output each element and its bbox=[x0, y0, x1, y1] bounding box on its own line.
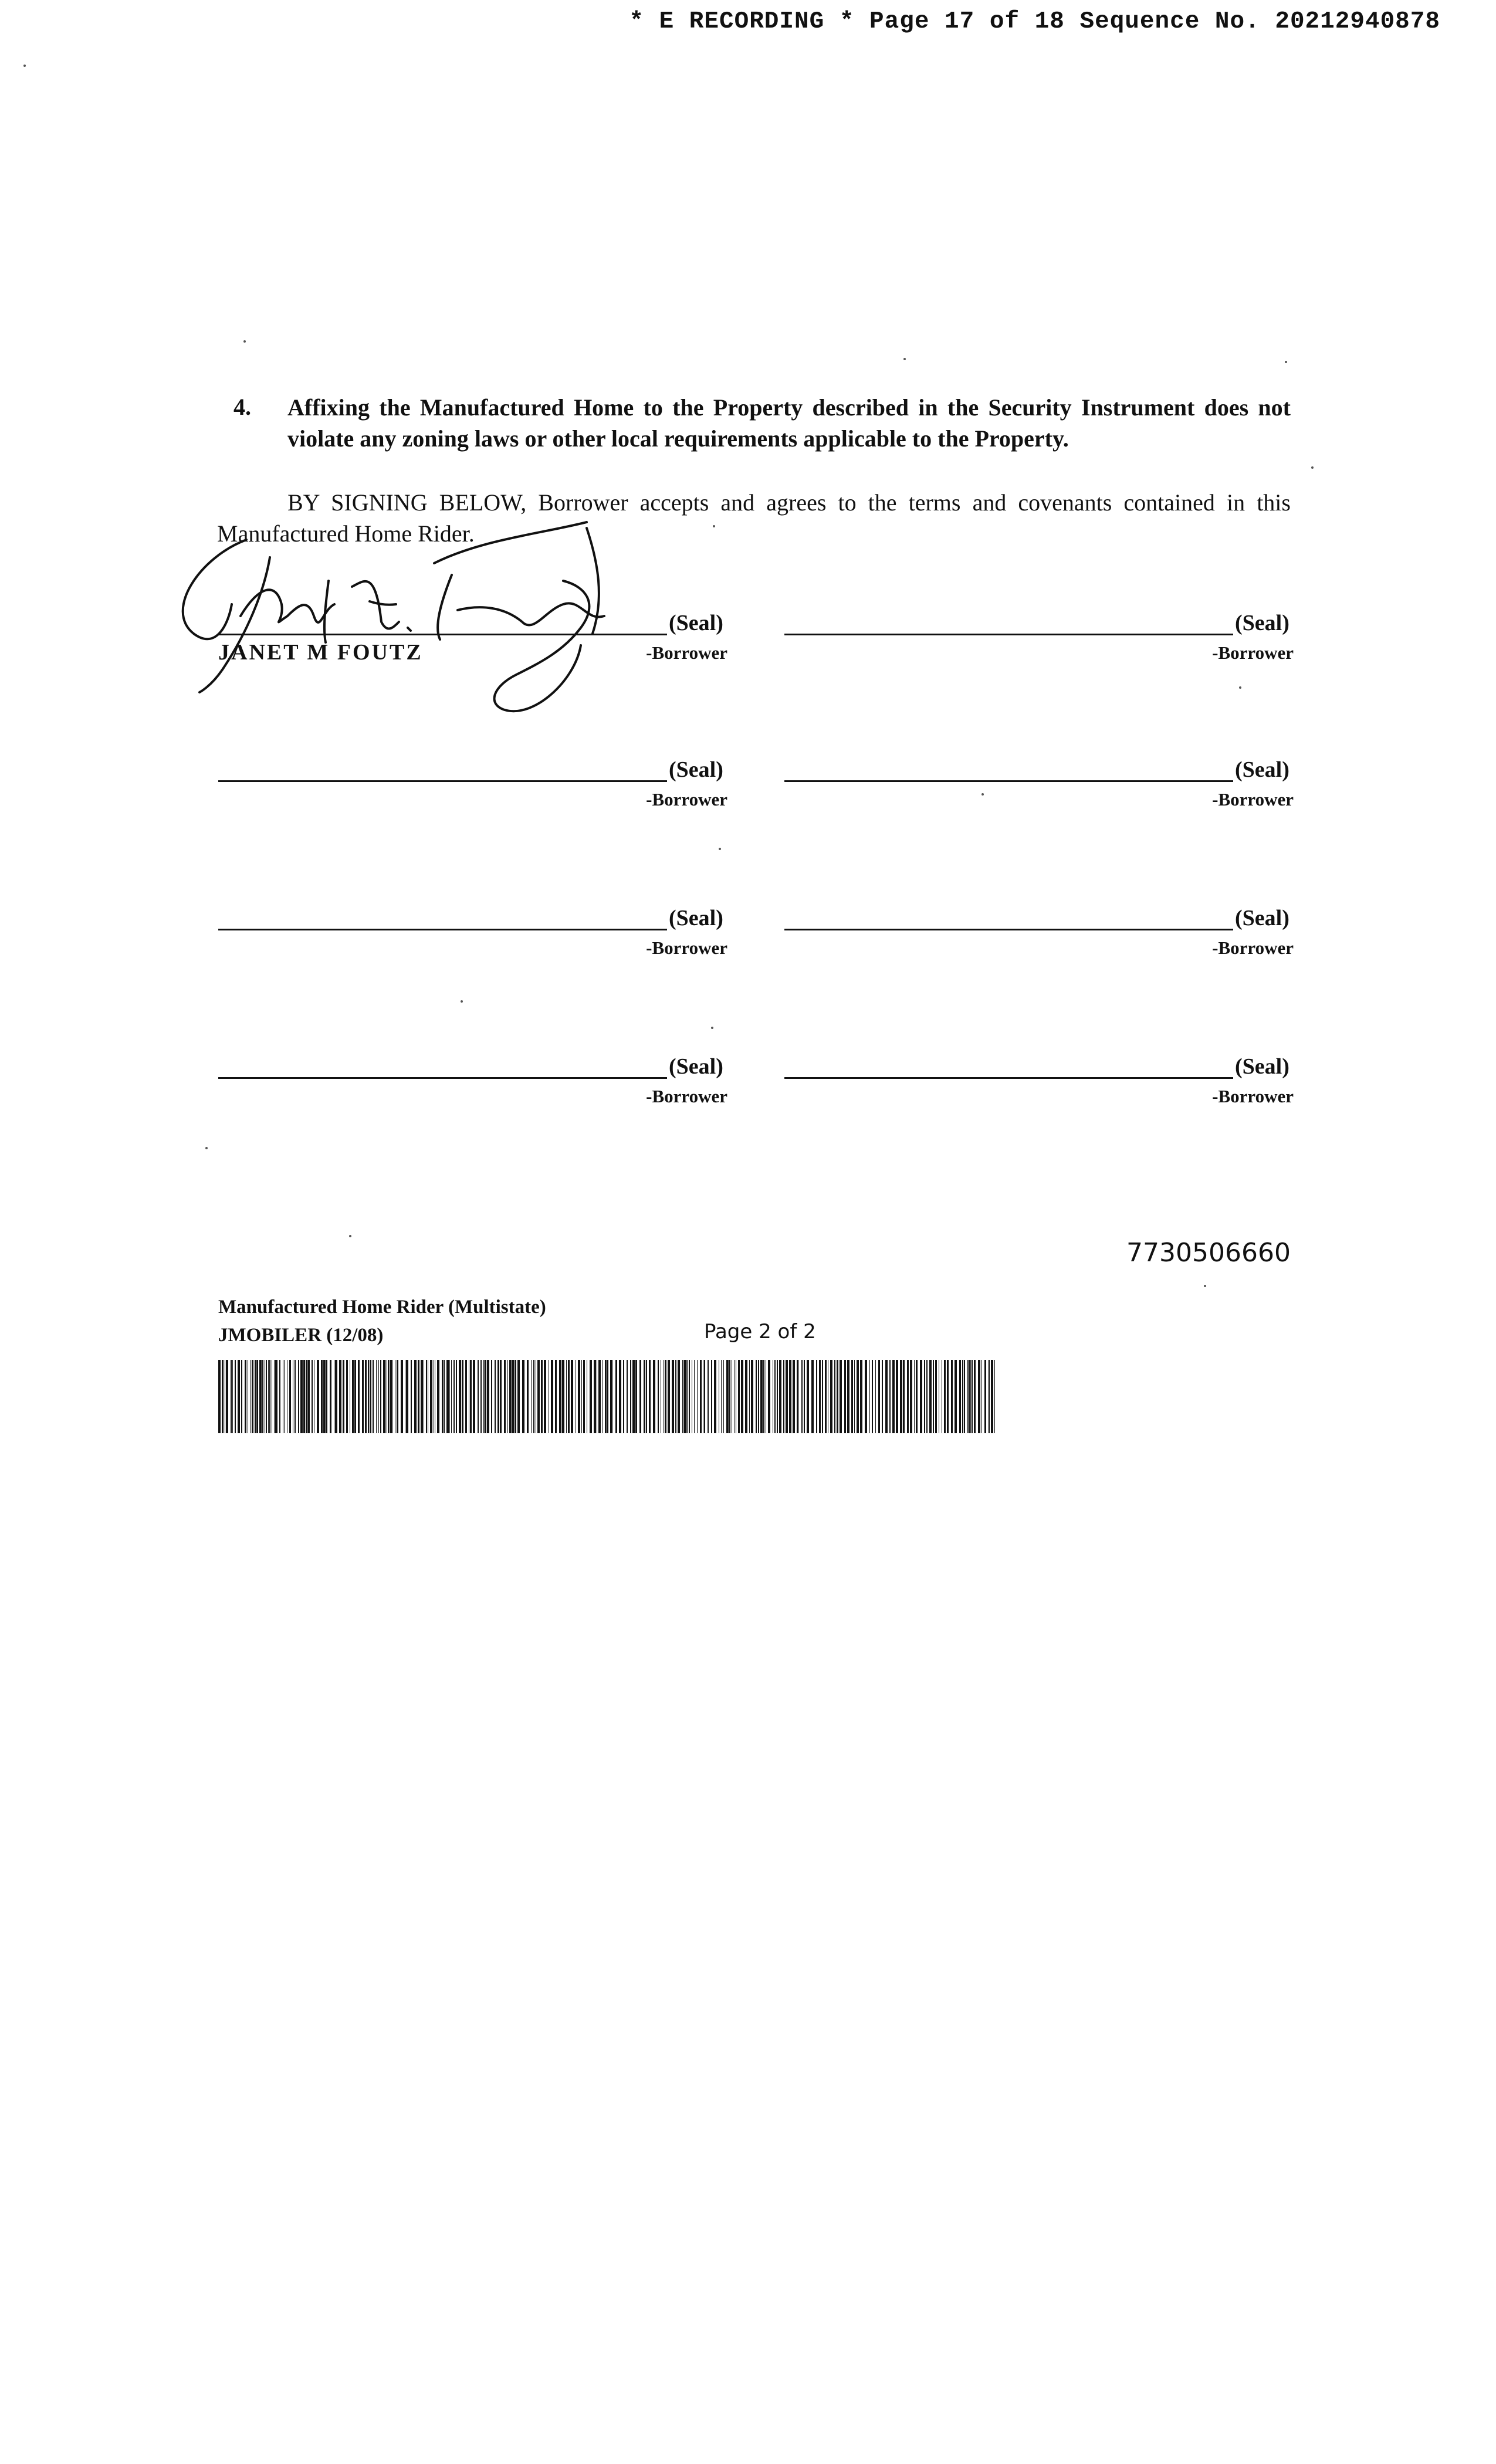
barcode-bar bbox=[480, 1360, 482, 1433]
barcode-bar bbox=[430, 1360, 432, 1433]
barcode-bar bbox=[544, 1360, 546, 1433]
barcode-bar bbox=[456, 1360, 457, 1433]
barcode-bar bbox=[991, 1360, 993, 1433]
barcode-bar bbox=[421, 1360, 423, 1433]
barcode-bar bbox=[306, 1360, 307, 1433]
barcode-bar bbox=[914, 1360, 915, 1433]
barcode-bar bbox=[269, 1360, 270, 1433]
barcode-bar bbox=[551, 1360, 553, 1433]
scan-speck bbox=[243, 340, 246, 343]
barcode-bar bbox=[798, 1360, 799, 1433]
barcode-bar bbox=[910, 1360, 912, 1433]
barcode-bar bbox=[857, 1360, 859, 1433]
barcode-bar bbox=[470, 1360, 472, 1433]
barcode-bar bbox=[865, 1360, 867, 1433]
barcode-bar bbox=[451, 1360, 452, 1433]
barcode-bar bbox=[882, 1360, 883, 1433]
borrower-label: -Borrower bbox=[646, 642, 727, 663]
barcode-bar bbox=[512, 1360, 515, 1433]
barcode-bar bbox=[284, 1360, 285, 1433]
barcode-bar bbox=[711, 1360, 712, 1433]
barcode-bar bbox=[385, 1360, 386, 1433]
barcode-bar bbox=[665, 1360, 666, 1433]
barcode-bar bbox=[970, 1360, 972, 1433]
barcode-bar bbox=[974, 1360, 976, 1433]
barcode-bar bbox=[768, 1360, 770, 1433]
scan-speck bbox=[713, 525, 715, 527]
signature-line[interactable] bbox=[784, 634, 1233, 635]
barcode-bar bbox=[745, 1360, 747, 1433]
barcode-bar bbox=[830, 1360, 832, 1433]
barcode-bar bbox=[672, 1360, 674, 1433]
barcode-bar bbox=[969, 1360, 970, 1433]
barcode-bar bbox=[259, 1360, 262, 1433]
barcode-bar bbox=[889, 1360, 891, 1433]
barcode-bar bbox=[459, 1360, 461, 1433]
barcode-bar bbox=[694, 1360, 695, 1433]
barcode-bar bbox=[714, 1360, 716, 1433]
barcode-bar bbox=[598, 1360, 601, 1433]
barcode-bar bbox=[504, 1360, 506, 1433]
barcode-bar bbox=[446, 1360, 449, 1433]
barcode-bar bbox=[414, 1360, 417, 1433]
barcode-bar bbox=[851, 1360, 853, 1433]
barcode-bar bbox=[373, 1360, 374, 1433]
borrower-label: -Borrower bbox=[1212, 937, 1294, 958]
barcode-bar bbox=[825, 1360, 827, 1433]
signature-line[interactable] bbox=[784, 929, 1233, 930]
barcode-bar bbox=[984, 1360, 986, 1433]
barcode-bar bbox=[531, 1360, 532, 1433]
barcode-bar bbox=[255, 1360, 256, 1433]
scan-speck bbox=[23, 65, 26, 67]
barcode-bar bbox=[602, 1360, 603, 1433]
barcode-bar bbox=[437, 1360, 439, 1433]
barcode-bar bbox=[924, 1360, 925, 1433]
barcode-bar bbox=[903, 1360, 905, 1433]
recording-header: * E RECORDING * Page 17 of 18 Sequence No. 20212940878 bbox=[629, 8, 1440, 35]
barcode-bar bbox=[811, 1360, 814, 1433]
barcode-bar bbox=[619, 1360, 621, 1433]
barcode-bar bbox=[632, 1360, 635, 1433]
barcode-bar bbox=[509, 1360, 512, 1433]
scan-speck bbox=[1204, 1285, 1206, 1287]
barcode-bar bbox=[300, 1360, 303, 1433]
form-code: JMOBILER (12/08) bbox=[218, 1325, 384, 1346]
scan-speck bbox=[461, 1000, 463, 1003]
barcode-bar bbox=[444, 1360, 445, 1433]
barcode-bar bbox=[758, 1360, 759, 1433]
borrower-label: -Borrower bbox=[646, 789, 727, 810]
barcode-bar bbox=[485, 1360, 486, 1433]
barcode-bar bbox=[298, 1360, 299, 1433]
barcode-bar bbox=[581, 1360, 582, 1433]
barcode-bar bbox=[967, 1360, 969, 1433]
barcode-bar bbox=[562, 1360, 564, 1433]
barcode-bar bbox=[793, 1360, 795, 1433]
barcode-bar bbox=[708, 1360, 709, 1433]
barcode-bar bbox=[491, 1360, 492, 1433]
barcode-bar bbox=[627, 1360, 628, 1433]
barcode-bar bbox=[935, 1360, 937, 1433]
barcode-bar bbox=[594, 1360, 596, 1433]
barcode-bar bbox=[238, 1360, 240, 1433]
barcode-bar bbox=[362, 1360, 364, 1433]
barcode-bar bbox=[840, 1360, 842, 1433]
barcode-bar bbox=[779, 1360, 781, 1433]
barcode-bar bbox=[668, 1360, 670, 1433]
barcode-bar bbox=[266, 1360, 267, 1433]
scan-speck bbox=[1285, 361, 1287, 363]
barcode-bar bbox=[383, 1360, 385, 1433]
barcode-bar bbox=[610, 1360, 612, 1433]
barcode-bar bbox=[786, 1360, 788, 1433]
scan-speck bbox=[205, 1147, 208, 1149]
barcode-bar bbox=[605, 1360, 607, 1433]
barcode-bar bbox=[658, 1360, 659, 1433]
barcode-bar bbox=[365, 1360, 367, 1433]
barcode-bar bbox=[944, 1360, 946, 1433]
barcode-bar bbox=[449, 1360, 450, 1433]
barcode-bar bbox=[926, 1360, 928, 1433]
scan-speck bbox=[981, 793, 984, 796]
barcode-bar bbox=[751, 1360, 753, 1433]
signature-line[interactable] bbox=[218, 780, 667, 782]
seal-label: (Seal) bbox=[669, 611, 723, 635]
barcode-bar bbox=[630, 1360, 631, 1433]
barcode-bar bbox=[789, 1360, 791, 1433]
barcode-bar bbox=[231, 1360, 232, 1433]
barcode-bar bbox=[478, 1360, 479, 1433]
barcode-bar bbox=[442, 1360, 444, 1433]
barcode-bar bbox=[388, 1360, 389, 1433]
barcode-bar bbox=[307, 1360, 310, 1433]
barcode-bar bbox=[522, 1360, 524, 1433]
barcode-bar bbox=[473, 1360, 475, 1433]
barcode-bar bbox=[675, 1360, 676, 1433]
barcode-bar bbox=[390, 1360, 392, 1433]
barcode-bar bbox=[559, 1360, 561, 1433]
barcode-bar bbox=[955, 1360, 957, 1433]
barcode-bar bbox=[465, 1360, 467, 1433]
barcode-bar bbox=[615, 1360, 617, 1433]
barcode-bar bbox=[376, 1360, 377, 1433]
barcode-bar bbox=[854, 1360, 855, 1433]
seal-label: (Seal) bbox=[669, 906, 723, 930]
barcode-bar bbox=[907, 1360, 909, 1433]
barcode-bar bbox=[568, 1360, 570, 1433]
barcode-bar bbox=[317, 1360, 319, 1433]
barcode-bar bbox=[635, 1360, 637, 1433]
barcode-bar bbox=[515, 1360, 516, 1433]
barcode-bar bbox=[896, 1360, 898, 1433]
barcode-bar bbox=[500, 1360, 502, 1433]
barcode-bar bbox=[335, 1360, 337, 1433]
barcode-bar bbox=[343, 1360, 344, 1433]
barcode-bar bbox=[684, 1360, 686, 1433]
scan-speck bbox=[1311, 466, 1314, 469]
scan-speck bbox=[711, 1027, 713, 1029]
seal-label: (Seal) bbox=[1235, 611, 1289, 635]
barcode-bar bbox=[279, 1360, 280, 1433]
barcode-bar bbox=[797, 1360, 798, 1433]
barcode-bar bbox=[274, 1360, 275, 1433]
barcode-bar bbox=[368, 1360, 369, 1433]
loan-number: 7730506660 bbox=[1126, 1238, 1291, 1268]
barcode-bar bbox=[783, 1360, 784, 1433]
barcode-bar bbox=[226, 1360, 228, 1433]
signature-line[interactable] bbox=[784, 780, 1233, 782]
barcode-bar bbox=[777, 1360, 778, 1433]
barcode-bar bbox=[774, 1360, 776, 1433]
barcode-bar bbox=[571, 1360, 573, 1433]
barcode-bar bbox=[729, 1360, 730, 1433]
barcode-bar bbox=[483, 1360, 485, 1433]
barcode-bar bbox=[623, 1360, 624, 1433]
barcode-bar bbox=[578, 1360, 580, 1433]
barcode-bar bbox=[232, 1360, 233, 1433]
barcode-bar bbox=[649, 1360, 651, 1433]
barcode-icon bbox=[218, 1360, 999, 1433]
barcode-bar bbox=[401, 1360, 403, 1433]
barcode-bar bbox=[566, 1360, 567, 1433]
seal-label: (Seal) bbox=[1235, 906, 1289, 930]
barcode-bar bbox=[869, 1360, 870, 1433]
barcode-bar bbox=[916, 1360, 918, 1433]
barcode-bar bbox=[352, 1360, 354, 1433]
barcode-bar bbox=[487, 1360, 489, 1433]
barcode-bar bbox=[262, 1360, 263, 1433]
barcode-bar bbox=[295, 1360, 296, 1433]
barcode-bar bbox=[989, 1360, 990, 1433]
barcode-bar bbox=[988, 1360, 989, 1433]
signature-line[interactable] bbox=[218, 929, 667, 930]
barcode-bar bbox=[235, 1360, 236, 1433]
barcode-bar bbox=[380, 1360, 381, 1433]
barcode-bar bbox=[933, 1360, 934, 1433]
barcode-bar bbox=[834, 1360, 835, 1433]
barcode-bar bbox=[583, 1360, 585, 1433]
barcode-bar bbox=[644, 1360, 645, 1433]
barcode-bar bbox=[837, 1360, 838, 1433]
barcode-bar bbox=[875, 1360, 876, 1433]
barcode-bar bbox=[218, 1360, 221, 1433]
item-text: Affixing the Manufactured Home to the Property described in the Security Instrument does not violate any zoning laws or other local requirements applicable to the Property. bbox=[287, 394, 1291, 452]
borrower-label: -Borrower bbox=[1212, 1086, 1294, 1106]
barcode-bar bbox=[426, 1360, 427, 1433]
barcode-bar bbox=[822, 1360, 823, 1433]
borrower-label: -Borrower bbox=[646, 937, 727, 958]
barcode-bar bbox=[959, 1360, 961, 1433]
barcode-bar bbox=[962, 1360, 963, 1433]
barcode-bar bbox=[844, 1360, 846, 1433]
barcode-bar bbox=[816, 1360, 817, 1433]
barcode-bar bbox=[760, 1360, 763, 1433]
form-title: Manufactured Home Rider (Multistate) bbox=[218, 1297, 546, 1318]
barcode-bar bbox=[972, 1360, 973, 1433]
barcode-bar bbox=[653, 1360, 655, 1433]
barcode-bar bbox=[312, 1360, 313, 1433]
barcode-bar bbox=[245, 1360, 246, 1433]
barcode-bar bbox=[807, 1360, 809, 1433]
barcode-bar bbox=[275, 1360, 277, 1433]
barcode-bar bbox=[900, 1360, 902, 1433]
barcode-bar bbox=[607, 1360, 608, 1433]
barcode-bar bbox=[721, 1360, 722, 1433]
signing-paragraph: BY SIGNING BELOW, Borrower accepts and agrees to the terms and covenants contained in this Manufactured Home Rider. bbox=[217, 489, 1291, 547]
barcode-bar bbox=[929, 1360, 932, 1433]
borrower-label: -Borrower bbox=[646, 1086, 727, 1106]
scan-speck bbox=[1239, 686, 1241, 689]
barcode-bar bbox=[222, 1360, 224, 1433]
barcode-bar bbox=[370, 1360, 371, 1433]
barcode-bar bbox=[964, 1360, 965, 1433]
barcode-bar bbox=[321, 1360, 323, 1433]
barcode-bar bbox=[726, 1360, 729, 1433]
barcode-bar bbox=[981, 1360, 982, 1433]
barcode-bar bbox=[689, 1360, 690, 1433]
barcode-bar bbox=[507, 1360, 508, 1433]
barcode-bar bbox=[406, 1360, 408, 1433]
barcode-bar bbox=[885, 1360, 888, 1433]
seal-label: (Seal) bbox=[669, 757, 723, 782]
barcode-bar bbox=[872, 1360, 873, 1433]
scan-speck bbox=[349, 1235, 351, 1237]
barcode-bar bbox=[700, 1360, 702, 1433]
borrower-label: -Borrower bbox=[1212, 642, 1294, 663]
signature-line[interactable] bbox=[218, 1077, 667, 1079]
barcode-bar bbox=[418, 1360, 419, 1433]
barcode-bar bbox=[920, 1360, 922, 1433]
barcode-bar bbox=[241, 1360, 242, 1433]
seal-label: (Seal) bbox=[1235, 1054, 1289, 1079]
barcode-bar bbox=[646, 1360, 647, 1433]
barcode-bar bbox=[517, 1360, 520, 1433]
barcode-bar bbox=[289, 1360, 291, 1433]
barcode-bar bbox=[590, 1360, 592, 1433]
barcode-bar bbox=[411, 1360, 412, 1433]
barcode-bar bbox=[339, 1360, 341, 1433]
barcode-bar bbox=[358, 1360, 360, 1433]
barcode-bar bbox=[819, 1360, 821, 1433]
signature-line[interactable] bbox=[784, 1077, 1233, 1079]
barcode-bar bbox=[268, 1360, 269, 1433]
barcode-bar bbox=[892, 1360, 895, 1433]
barcode-bar bbox=[741, 1360, 743, 1433]
barcode-bar bbox=[749, 1360, 750, 1433]
barcode-bar bbox=[994, 1360, 995, 1433]
seal-label: (Seal) bbox=[669, 1054, 723, 1079]
signature-line[interactable] bbox=[218, 634, 667, 635]
barcode-bar bbox=[533, 1360, 534, 1433]
barcode-bar bbox=[397, 1360, 398, 1433]
barcode-bar bbox=[462, 1360, 463, 1433]
barcode-bar bbox=[612, 1360, 613, 1433]
barcode-bar bbox=[704, 1360, 705, 1433]
barcode-bar bbox=[738, 1360, 740, 1433]
barcode-bar bbox=[537, 1360, 540, 1433]
barcode-bar bbox=[697, 1360, 698, 1433]
barcode-bar bbox=[555, 1360, 557, 1433]
borrower-label: -Borrower bbox=[1212, 789, 1294, 810]
barcode-bar bbox=[527, 1360, 529, 1433]
barcode-bar bbox=[354, 1360, 356, 1433]
handwritten-signature-icon bbox=[176, 516, 704, 727]
barcode-bar bbox=[978, 1360, 980, 1433]
barcode-bar bbox=[860, 1360, 862, 1433]
barcode-bar bbox=[639, 1360, 641, 1433]
item-number: 4. bbox=[233, 394, 251, 420]
barcode-bar bbox=[763, 1360, 764, 1433]
barcode-bar bbox=[378, 1360, 379, 1433]
barcode-bar bbox=[326, 1360, 327, 1433]
barcode-bar bbox=[495, 1360, 496, 1433]
barcode-bar bbox=[346, 1360, 348, 1433]
barcode-bar bbox=[256, 1360, 258, 1433]
barcode-bar bbox=[804, 1360, 805, 1433]
barcode-bar bbox=[453, 1360, 455, 1433]
barcode-bar bbox=[330, 1360, 331, 1433]
borrower-name: JANET M FOUTZ bbox=[218, 640, 423, 665]
barcode-bar bbox=[252, 1360, 253, 1433]
barcode-bar bbox=[686, 1360, 688, 1433]
barcode-bar bbox=[947, 1360, 949, 1433]
page-label: Page 2 of 2 bbox=[704, 1320, 816, 1343]
scan-speck bbox=[719, 848, 721, 850]
barcode-bar bbox=[682, 1360, 683, 1433]
scan-speck bbox=[903, 358, 906, 360]
barcode-bar bbox=[541, 1360, 543, 1433]
seal-label: (Seal) bbox=[1235, 757, 1289, 782]
barcode-bar bbox=[323, 1360, 326, 1433]
barcode-bar bbox=[678, 1360, 680, 1433]
barcode-bar bbox=[497, 1360, 499, 1433]
barcode-bar bbox=[878, 1360, 880, 1433]
barcode-bar bbox=[756, 1360, 757, 1433]
barcode-bar bbox=[801, 1360, 803, 1433]
barcode-bar bbox=[847, 1360, 849, 1433]
barcode-bar bbox=[951, 1360, 953, 1433]
barcode-bar bbox=[303, 1360, 305, 1433]
barcode-bar bbox=[723, 1360, 724, 1433]
barcode-bar bbox=[392, 1360, 393, 1433]
